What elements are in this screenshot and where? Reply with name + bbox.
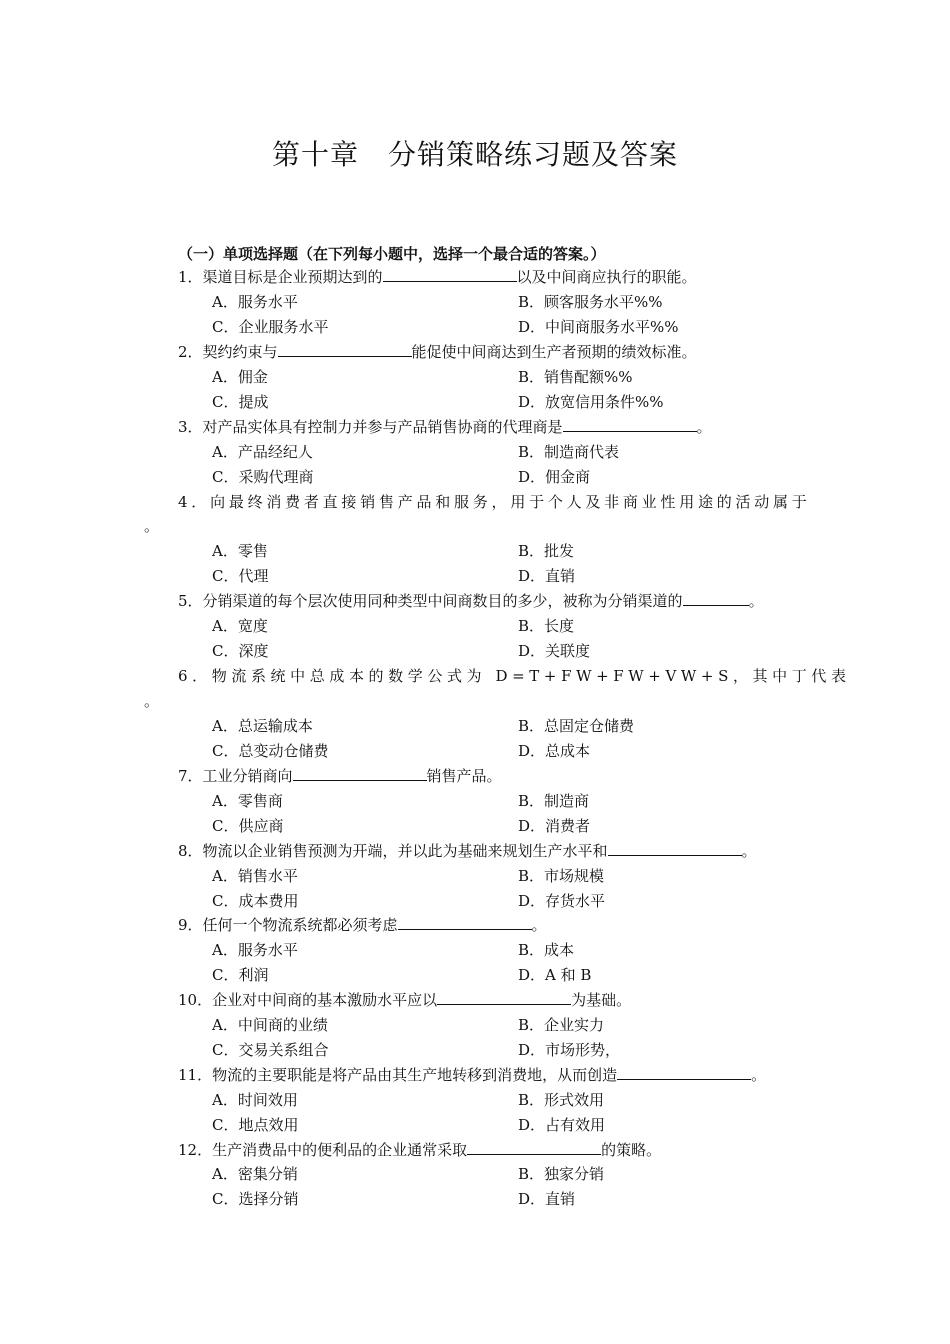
question-3 <box>178 415 810 439</box>
question-stem-end: 。 <box>741 842 757 860</box>
option-d: D．直销 <box>518 567 576 585</box>
question-stem-end: 。 <box>144 692 160 710</box>
option-c: C．地点效用 <box>212 1116 299 1134</box>
option-c: C．总变动仓储费 <box>212 742 329 760</box>
answer-blank <box>608 840 742 856</box>
question-10 <box>178 988 810 1012</box>
option-b: B．总固定仓储费 <box>518 717 635 735</box>
option-d: D．中间商服务水平%% <box>518 318 679 336</box>
answer-blank <box>293 765 427 781</box>
option-d: D．直销 <box>518 1190 576 1208</box>
answer-blank <box>617 1064 751 1080</box>
question-stem-end: 为基础。 <box>571 991 632 1009</box>
option-d: D．消费者 <box>518 817 591 835</box>
option-d: D．A 和 B <box>518 966 592 984</box>
question-stem-end: 的策略。 <box>601 1141 662 1159</box>
question-stem: 7．工业分销商向 <box>178 767 293 785</box>
option-a: A．佣金 <box>212 368 268 386</box>
question-2 <box>178 340 810 364</box>
option-a: A．零售商 <box>212 792 283 810</box>
question-stem-end: 。 <box>751 1066 767 1084</box>
option-c: C．选择分销 <box>212 1190 299 1208</box>
option-a: A．零售 <box>212 542 268 560</box>
question-6 <box>178 664 851 688</box>
question-stem-end: 以及中间商应执行的职能。 <box>516 268 697 286</box>
question-stem: 8．物流以企业销售预测为开端，并以此为基础来规划生产水平和 <box>178 842 608 860</box>
answer-blank <box>437 989 571 1005</box>
option-a: A．时间效用 <box>212 1091 298 1109</box>
question-stem: 10．企业对中间商的基本激励水平应以 <box>178 991 438 1009</box>
option-b: B．制造商代表 <box>518 443 620 461</box>
option-d: D．关联度 <box>518 642 591 660</box>
question-8 <box>178 839 810 863</box>
option-b: B．市场规模 <box>518 867 605 885</box>
question-7 <box>178 764 810 788</box>
option-c: C．企业服务水平 <box>212 318 329 336</box>
option-a: A．总运输成本 <box>212 717 313 735</box>
question-stem-end: 。 <box>144 517 160 535</box>
option-a: A．密集分销 <box>212 1165 298 1183</box>
option-d: D．放宽信用条件%% <box>518 393 664 411</box>
option-a: A．服务水平 <box>212 941 298 959</box>
question-stem: 2．契约约束与 <box>178 343 278 361</box>
question-1 <box>178 265 810 289</box>
question-stem: 4．向最终消费者直接销售产品和服务，用于个人及非商业性用途的活动属于 <box>178 493 810 511</box>
answer-blank <box>278 341 412 357</box>
option-b: B．企业实力 <box>518 1016 605 1034</box>
question-stem: 11．物流的主要职能是将产品由其生产地转移到消费地，从而创造 <box>178 1066 618 1084</box>
question-stem: 9．任何一个物流系统都必须考虑 <box>178 916 398 934</box>
question-stem: 3．对产品实体具有控制力并参与产品销售协商的代理商是 <box>178 418 563 436</box>
option-d: D．存货水平 <box>518 892 606 910</box>
question-9 <box>178 913 810 937</box>
option-c: C．代理 <box>212 567 269 585</box>
question-11 <box>178 1063 810 1087</box>
question-stem-end: 销售产品。 <box>426 767 502 785</box>
option-b: B．销售配额%% <box>518 368 633 386</box>
question-stem: 12．生产消费品中的便利品的企业通常采取 <box>178 1141 468 1159</box>
option-c: C．深度 <box>212 642 269 660</box>
question-5 <box>178 589 810 613</box>
option-b: B．独家分销 <box>518 1165 605 1183</box>
question-12 <box>178 1138 810 1162</box>
question-stem: 6．物流系统中总成本的数学公式为 D=T+FW+FW+VW+S，其中丁代表 <box>178 667 851 685</box>
option-c: C．采购代理商 <box>212 468 314 486</box>
option-c: C．交易关系组合 <box>212 1041 329 1059</box>
option-c: C．利润 <box>212 966 269 984</box>
answer-blank <box>683 590 749 606</box>
option-d: D．佣金商 <box>518 468 591 486</box>
option-c: C．成本费用 <box>212 892 299 910</box>
option-a: A．销售水平 <box>212 867 298 885</box>
option-c: C．提成 <box>212 393 269 411</box>
option-a: A．中间商的业绩 <box>212 1016 328 1034</box>
option-b: B．长度 <box>518 617 575 635</box>
question-stem-end: 。 <box>531 916 547 934</box>
option-b: B．顾客服务水平%% <box>518 293 663 311</box>
option-b: B．批发 <box>518 542 575 560</box>
option-b: B．形式效用 <box>518 1091 605 1109</box>
option-a: A．产品经纪人 <box>212 443 313 461</box>
option-d: D．市场形势， <box>518 1041 621 1059</box>
question-4 <box>178 490 810 514</box>
option-d: D．总成本 <box>518 742 591 760</box>
section-heading: （一）单项选择题（在下列每小题中，选择一个最合适的答案。） <box>178 245 606 263</box>
option-b: B．成本 <box>518 941 575 959</box>
question-stem-end: 。 <box>696 418 712 436</box>
option-d: D．占有效用 <box>518 1116 606 1134</box>
answer-blank <box>467 1139 601 1155</box>
option-a: A．服务水平 <box>212 293 298 311</box>
answer-blank <box>563 416 697 432</box>
option-c: C．供应商 <box>212 817 284 835</box>
question-stem-end: 。 <box>748 592 764 610</box>
option-a: A．宽度 <box>212 617 268 635</box>
page-title: 第十章 分销策略练习题及答案 <box>271 138 678 171</box>
question-stem: 5．分销渠道的每个层次使用同种类型中间商数目的多少，被称为分销渠道的 <box>178 592 683 610</box>
answer-blank <box>398 914 532 930</box>
answer-blank <box>383 266 517 282</box>
question-stem: 1．渠道目标是企业预期达到的 <box>178 268 383 286</box>
question-stem-end: 能促使中间商达到生产者预期的绩效标准。 <box>411 343 697 361</box>
option-b: B．制造商 <box>518 792 590 810</box>
